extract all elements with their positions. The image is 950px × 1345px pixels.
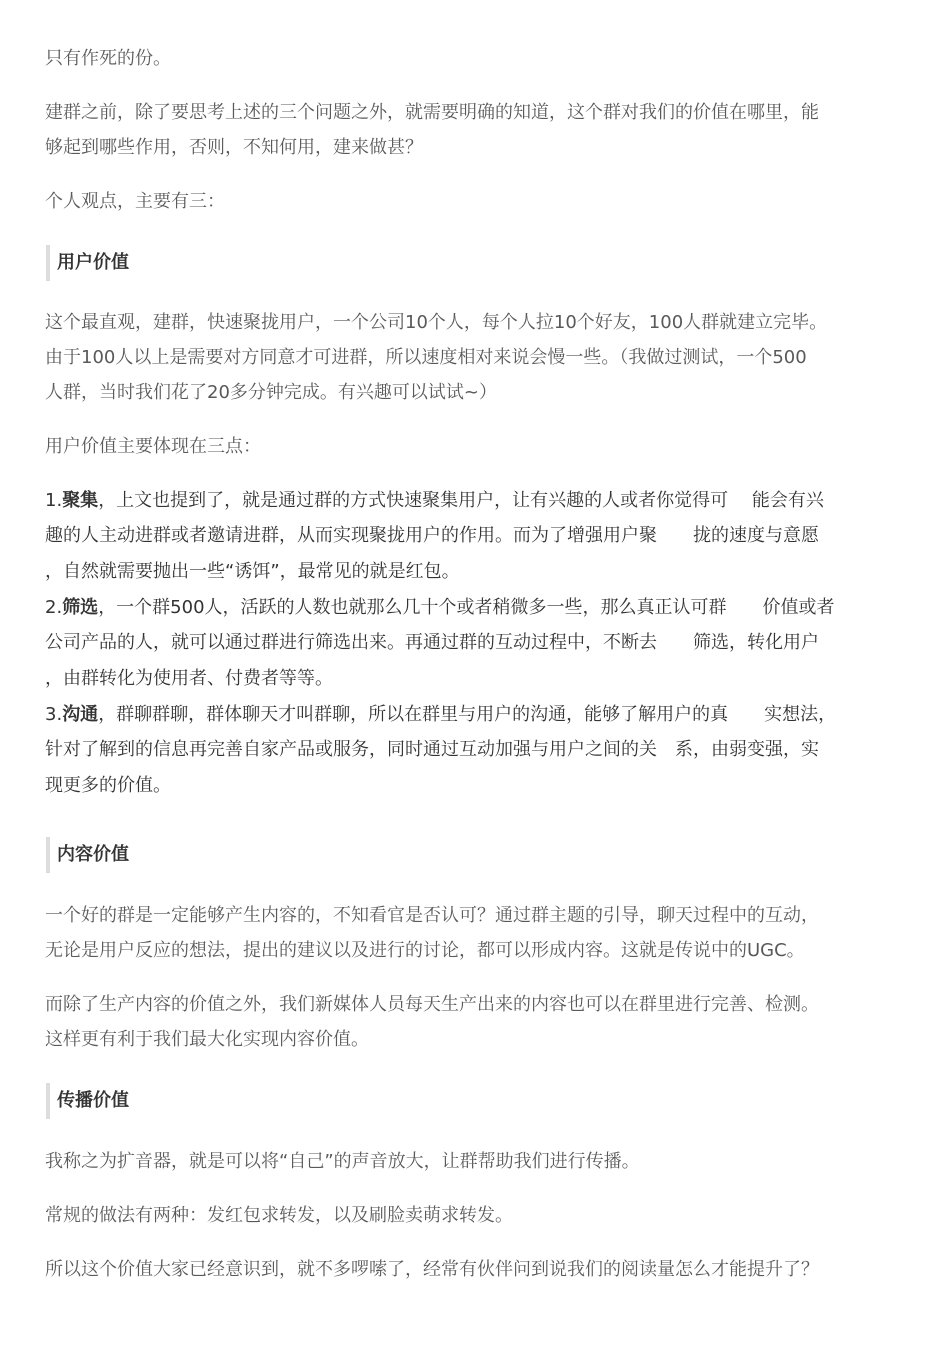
list-item-line: 公司产品的人，就可以通过群进行筛选出来。再通过群的互动过程中，不断去 筛选，转化用户 xyxy=(45,632,819,653)
paragraph-line: 由于100人以上是需要对方同意才可进群，所以速度相对来说会慢一些。（我做过测试，一个500 xyxy=(45,347,807,368)
list-number: 3. xyxy=(45,704,63,725)
paragraph-line: 一个好的群是一定能够产生内容的，不知看官是否认可？通过群主题的引导，聊天过程中的互动， xyxy=(45,905,819,926)
list-item-aggregate xyxy=(45,483,907,518)
list-text: ，上文也提到了，就是通过群的方式快速聚集用户，让有兴趣的人或者你觉得可 能会有兴 xyxy=(98,490,824,511)
list-item-communicate xyxy=(45,697,907,732)
paragraph-line: 够起到哪些作用，否则，不知何用，建来做甚？ xyxy=(45,137,423,158)
paragraph-line: 建群之前，除了要思考上述的三个问题之外，就需要明确的知道，这个群对我们的价值在哪里，能 xyxy=(45,102,819,123)
list-item-line: 现更多的价值。 xyxy=(45,775,171,796)
list-item-line: ，自然就需要抛出一些“诱饵”，最常见的就是红包。 xyxy=(45,561,460,582)
list-keyword: 筛选 xyxy=(62,597,99,618)
paragraph-line: 个人观点，主要有三： xyxy=(45,191,225,212)
paragraph-line: 只有作死的份。 xyxy=(45,48,171,69)
list-number: 1. xyxy=(45,490,63,511)
section-heading-spread-value: 传播价值 xyxy=(46,1083,357,1119)
paragraph-line: 我称之为扩音器，就是可以将“自己”的声音放大，让群帮助我们进行传播。 xyxy=(45,1151,640,1172)
paragraph-line: 人群，当时我们花了20多分钟完成。有兴趣可以试试~） xyxy=(45,382,497,403)
list-item-line: 趣的人主动进群或者邀请进群，从而实现聚拢用户的作用。而为了增强用户聚 拢的速度与意愿 xyxy=(45,525,819,546)
paragraph-line: 这个最直观，建群，快速聚拢用户，一个公司10个人，每个人拉10个好友，100人群就建立完毕。 xyxy=(45,312,828,333)
paragraph-line: 这样更有利于我们最大化实现内容价值。 xyxy=(45,1029,369,1050)
paragraph-line: 而除了生产内容的价值之外，我们新媒体人员每天生产出来的内容也可以在群里进行完善、检测。 xyxy=(45,994,819,1015)
list-keyword: 聚集 xyxy=(62,490,99,511)
list-keyword: 沟通 xyxy=(62,704,99,725)
list-item-line: 针对了解到的信息再完善自家产品或服务，同时通过互动加强与用户之间的关 系，由弱变强，实 xyxy=(45,739,819,760)
list-text: ，一个群500人，活跃的人数也就那么几十个或者稍微多一些，那么真正认可群 价值或者 xyxy=(98,597,835,618)
paragraph-line: 用户价值主要体现在三点： xyxy=(45,436,261,457)
list-item-filter xyxy=(45,590,907,625)
list-text: ，群聊群聊，群体聊天才叫群聊，所以在群里与用户的沟通，能够了解用户的真 实想法， xyxy=(98,704,837,725)
list-number: 2. xyxy=(45,597,63,618)
paragraph-line: 常规的做法有两种：发红包求转发，以及刷脸卖萌求转发。 xyxy=(45,1205,513,1226)
paragraph-line: 所以这个价值大家已经意识到，就不多啰嗦了，经常有伙伴问到说我们的阅读量怎么才能提升了？ xyxy=(45,1259,819,1280)
list-item-line: ，由群转化为使用者、付费者等等。 xyxy=(45,668,333,689)
section-heading-content-value: 内容价值 xyxy=(46,837,357,873)
paragraph-line: 无论是用户反应的想法，提出的建议以及进行的讨论，都可以形成内容。这就是传说中的UGC。 xyxy=(45,940,805,961)
section-heading-user-value: 用户价值 xyxy=(46,245,357,281)
